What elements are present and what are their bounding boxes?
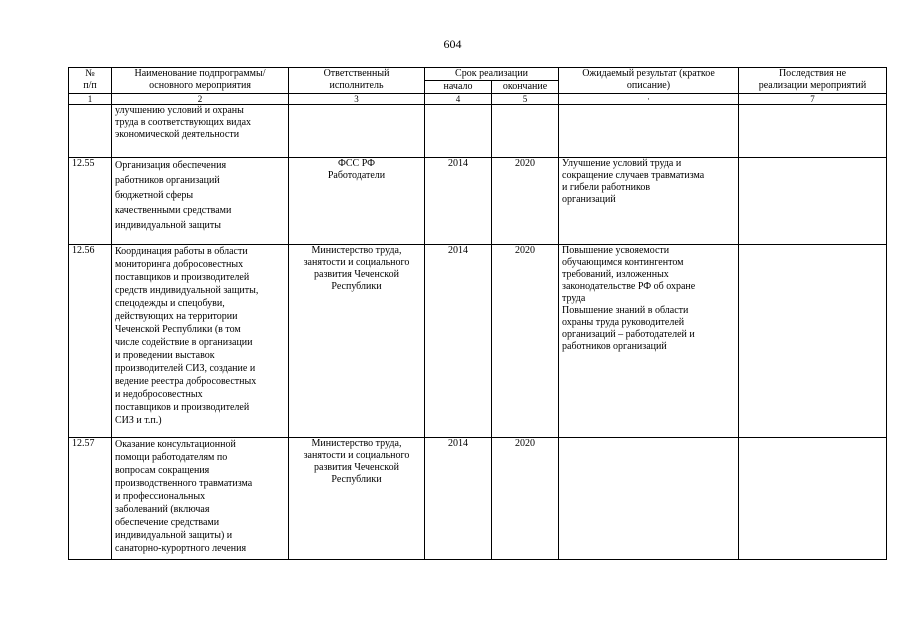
column-index: 1 xyxy=(69,94,112,105)
row-name: Организация обеспечения работников организаций бюджетной сферы качественными средствами индивидуальной защиты xyxy=(112,158,289,245)
row-result: Повышение усвояемости обучающимся контингентом требований, изложенных законодательстве РФ об охране труда Повышение знаний в области охраны труда руководителей организаций – работодателей и работников организаций xyxy=(559,245,739,438)
row-number: 12.57 xyxy=(69,438,112,560)
header-row-1 xyxy=(69,68,887,81)
row-responsible: Министерство труда, занятости и социального развития Чеченской Республики xyxy=(289,245,425,438)
header-responsible: Ответственный исполнитель xyxy=(289,68,425,94)
header-period: Срок реализации xyxy=(425,68,559,81)
row-result xyxy=(559,105,739,158)
row-result: Улучшение условий труда и сокращение случаев травматизма и гибели работников организаций xyxy=(559,158,739,245)
page-number: 604 xyxy=(443,37,462,51)
row-end: 2020 xyxy=(492,158,559,245)
row-number: 12.56 xyxy=(69,245,112,438)
header-result: Ожидаемый результат (краткое описание) xyxy=(559,68,739,94)
header-end: окончание xyxy=(492,81,559,94)
row-start: 2014 xyxy=(425,158,492,245)
table-row xyxy=(69,105,887,158)
column-index: 4 xyxy=(425,94,492,105)
column-index: 7 xyxy=(739,94,887,105)
row-responsible: ФСС РФ Работодатели xyxy=(289,158,425,245)
row-consequences xyxy=(739,158,887,245)
column-index: 2 xyxy=(112,94,289,105)
row-end: 2020 xyxy=(492,245,559,438)
row-responsible: Министерство труда, занятости и социального развития Чеченской Республики xyxy=(289,438,425,560)
table-row xyxy=(69,158,887,245)
row-consequences xyxy=(739,438,887,560)
column-index: 5 xyxy=(492,94,559,105)
header-name: Наименование подпрограммы/ основного мероприятия xyxy=(112,68,289,94)
row-end: 2020 xyxy=(492,438,559,560)
row-consequences xyxy=(739,245,887,438)
row-start: 2014 xyxy=(425,245,492,438)
program-table xyxy=(68,67,887,560)
row-name: Координация работы в области мониторинга добросовестных поставщиков и производителей средств индивидуальной защиты, спецодежды и спецобуви, действующих на территории Чеченской Республики (в том числе содействие в организации и проведении выставок производителей СИЗ, создание и ведение реестра добросовестных и недобросовестных поставщиков и производителей СИЗ и т.п.) xyxy=(112,245,289,438)
header-consequences: Последствия не реализации мероприятий xyxy=(739,68,887,94)
row-result xyxy=(559,438,739,560)
header-start: начало xyxy=(425,81,492,94)
row-number xyxy=(69,105,112,158)
row-consequences xyxy=(739,105,887,158)
row-responsible xyxy=(289,105,425,158)
row-name: Оказание консультационной помощи работодателям по вопросам сокращения производственного травматизма и профессиональных заболеваний (включая обеспечение средствами индивидуальной защиты) и санаторно-курортного лечения xyxy=(112,438,289,560)
row-start xyxy=(425,105,492,158)
column-index: 3 xyxy=(289,94,425,105)
row-name: улучшению условий и охраны труда в соответствующих видах экономической деятельности xyxy=(112,105,289,158)
row-end xyxy=(492,105,559,158)
row-number: 12.55 xyxy=(69,158,112,245)
header-num: № п/п xyxy=(69,68,112,94)
column-index: · xyxy=(559,94,739,105)
row-start: 2014 xyxy=(425,438,492,560)
column-index-row xyxy=(69,94,887,105)
table-row xyxy=(69,438,887,560)
table-row xyxy=(69,245,887,438)
